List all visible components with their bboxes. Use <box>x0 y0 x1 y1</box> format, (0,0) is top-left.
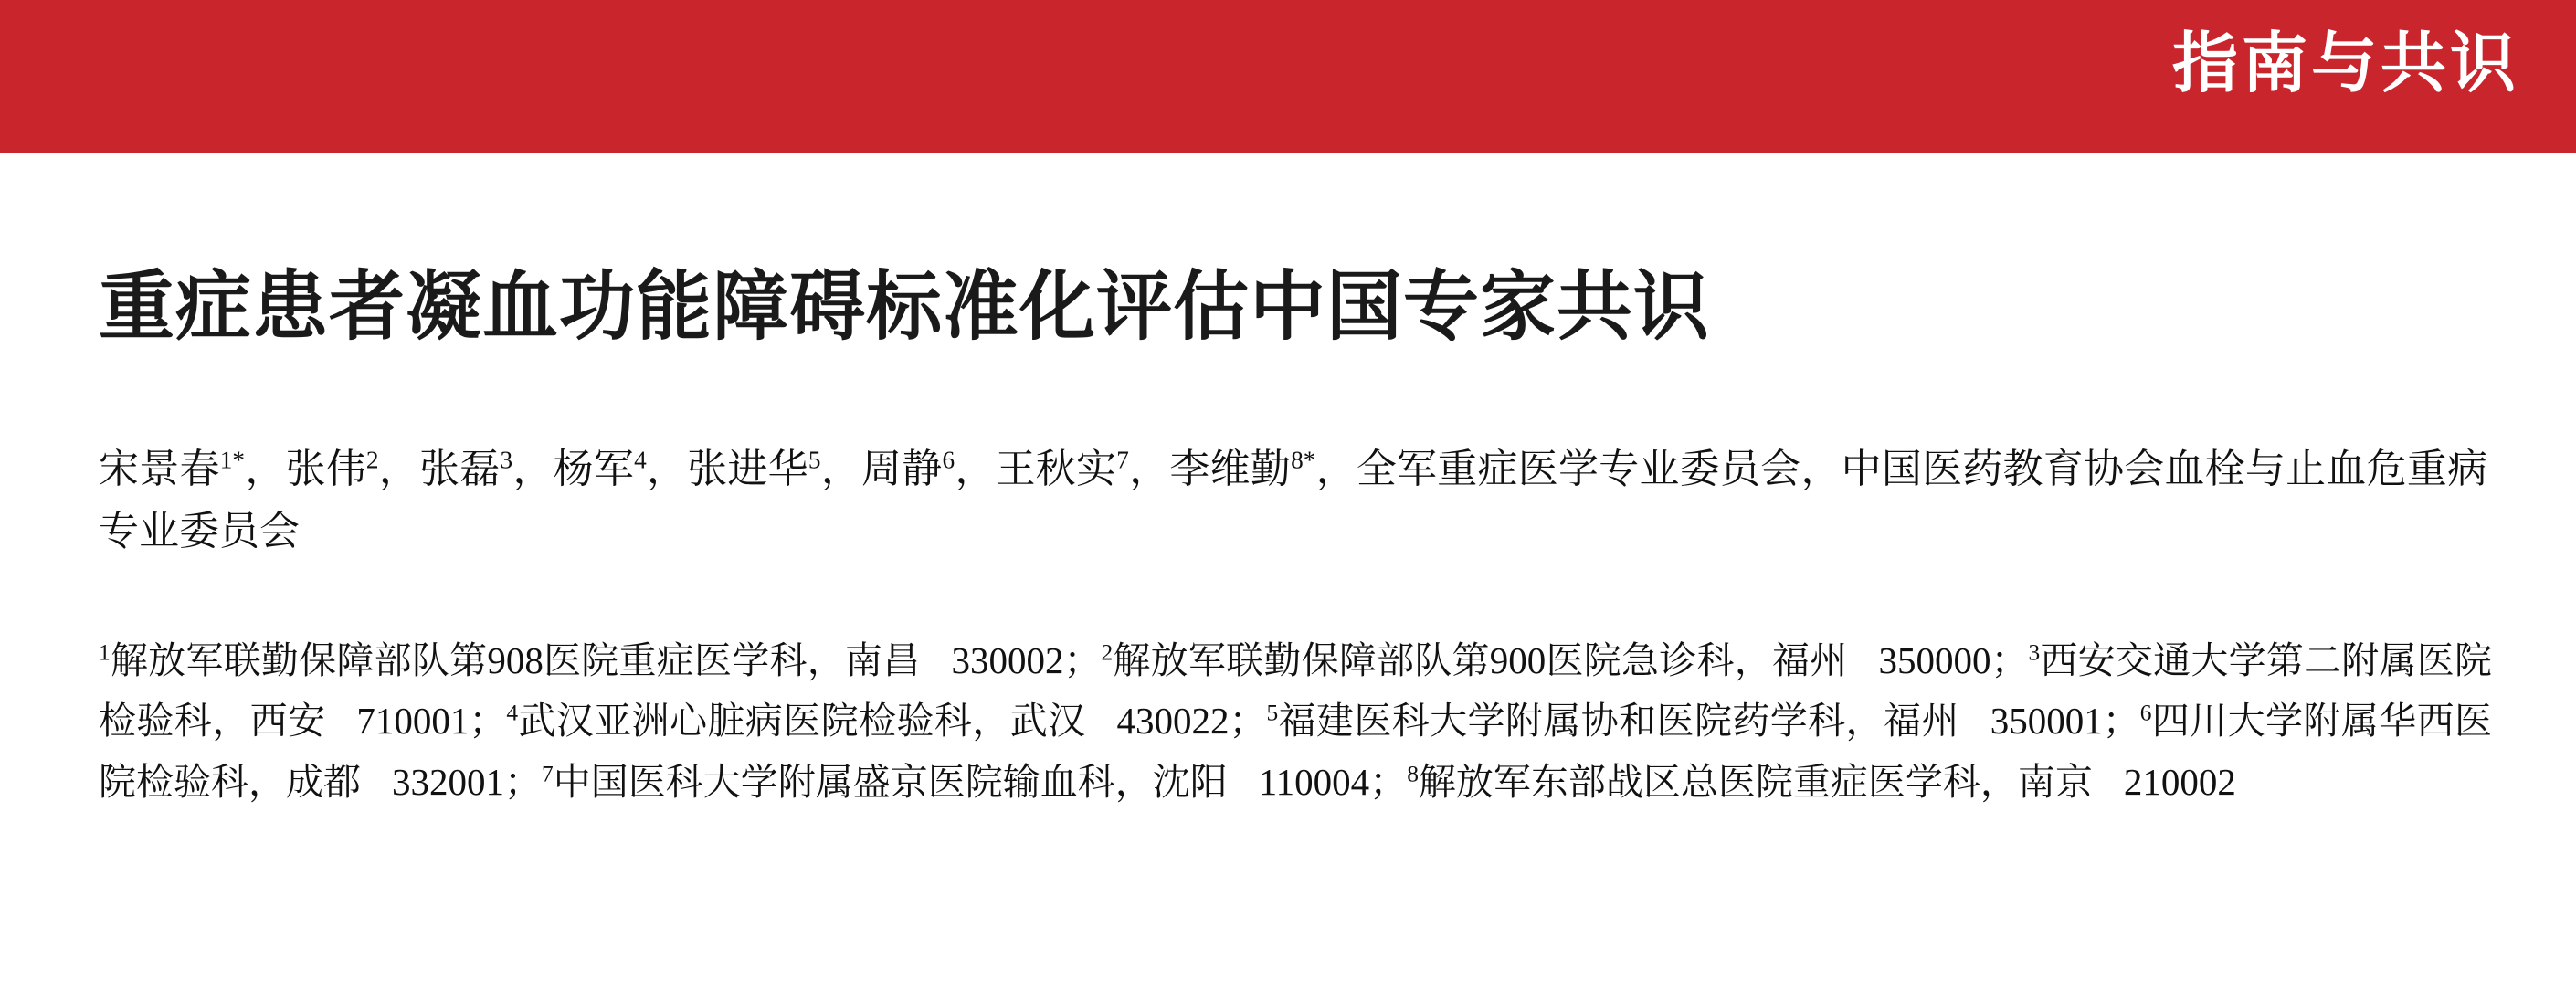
affiliation-zip: 332001 <box>392 760 504 803</box>
author-name: 宋景春 <box>99 447 220 491</box>
affiliation-org: 武汉亚洲心脏病医院检验科， <box>518 700 1010 743</box>
author-affiliation-marker: 8* <box>1291 446 1316 474</box>
author-affiliation-marker: 6 <box>942 446 955 474</box>
affiliation-city: 成都 <box>286 760 361 803</box>
author-affiliation-marker: 5 <box>808 446 821 474</box>
affiliation-zip: 210002 <box>2123 760 2236 803</box>
affiliation-separator: ； <box>1369 760 1408 803</box>
affiliation-marker: 6 <box>2139 700 2152 726</box>
author-name: 张进华 <box>687 447 808 491</box>
affiliation-city: 南昌 <box>844 639 921 681</box>
affiliation-org: 四川大学附属华西医院检验科， <box>99 700 2493 803</box>
author-separator: ， <box>1800 447 1842 491</box>
affiliation-marker: 4 <box>506 700 519 726</box>
affiliation-zip: 350001 <box>1990 700 2103 743</box>
author-affiliation-marker: 7 <box>1116 446 1129 474</box>
affiliation-org: 西安交通大学第二附属医院检验科， <box>99 639 2493 743</box>
affiliation-separator: ； <box>469 700 507 743</box>
author-list <box>99 438 2487 563</box>
author-name: 王秋实 <box>995 447 1117 491</box>
affiliation-city: 沈阳 <box>1152 760 1228 803</box>
affiliation-zip: 110004 <box>1258 760 1370 803</box>
author-affiliation-marker: 2 <box>365 446 379 474</box>
section-banner-label: 指南与共识 <box>2171 27 2519 100</box>
affiliation-separator: ； <box>504 760 542 803</box>
author-separator: ， <box>1315 447 1357 491</box>
author-name: 全军重症医学专业委员会 <box>1356 447 1801 491</box>
affiliation-city: 武汉 <box>1009 700 1086 743</box>
affiliation-marker: 3 <box>2028 639 2041 666</box>
affiliation-list <box>99 630 2492 812</box>
author-separator: ， <box>955 447 996 491</box>
affiliation-marker: 8 <box>1407 761 1419 787</box>
author-separator: ， <box>244 447 286 491</box>
author-affiliation-marker: 1* <box>219 446 245 474</box>
author-affiliation-marker: 3 <box>500 446 513 474</box>
affiliation-org: 解放军东部战区总医院重症医学科， <box>1418 760 2018 803</box>
affiliation-city: 西安 <box>249 700 326 743</box>
affiliation-org: 解放军联勤保障部队第908医院重症医学科， <box>110 639 845 681</box>
affiliation-city: 福州 <box>1883 700 1959 743</box>
affiliation-separator: ； <box>1229 700 1267 743</box>
author-affiliation-marker: 4 <box>634 446 647 474</box>
author-separator: ， <box>646 447 688 491</box>
affiliation-separator: ； <box>1063 639 1102 681</box>
author-separator: ， <box>512 447 554 491</box>
affiliation-marker: 5 <box>1266 700 1279 726</box>
author-separator: ， <box>1128 447 1170 491</box>
affiliation-org: 中国医科大学附属盛京医院输血科， <box>553 760 1153 803</box>
section-banner <box>0 0 2576 153</box>
author-name: 中国医药教育协会血栓与止血危重病专业委员会 <box>99 447 2488 554</box>
author-separator: ， <box>820 447 861 491</box>
affiliation-marker: 1 <box>99 639 111 666</box>
affiliation-separator: ； <box>1990 639 2029 681</box>
author-name: 张伟 <box>285 447 366 491</box>
author-separator: ， <box>378 447 420 491</box>
affiliation-zip: 330002 <box>951 639 1064 681</box>
affiliation-org: 解放军联勤保障部队第900医院急诊科， <box>1113 639 1772 681</box>
affiliation-city: 福州 <box>1771 639 1848 681</box>
author-name: 杨军 <box>553 447 635 491</box>
author-name: 李维勤 <box>1169 447 1292 491</box>
affiliation-zip: 710001 <box>356 700 470 743</box>
affiliation-separator: ； <box>2102 700 2140 743</box>
author-name: 张磊 <box>419 447 501 491</box>
affiliation-zip: 350000 <box>1878 639 1991 681</box>
affiliation-city: 南京 <box>2017 760 2093 803</box>
affiliation-zip: 430022 <box>1116 700 1230 743</box>
page-title: 重症患者凝血功能障碍标准化评估中国专家共识 <box>99 263 1710 349</box>
affiliation-marker: 7 <box>542 761 554 787</box>
author-name: 周静 <box>860 447 943 491</box>
affiliation-org: 福建医科大学附属协和医院药学科， <box>1278 700 1884 743</box>
affiliation-marker: 2 <box>1101 639 1114 666</box>
